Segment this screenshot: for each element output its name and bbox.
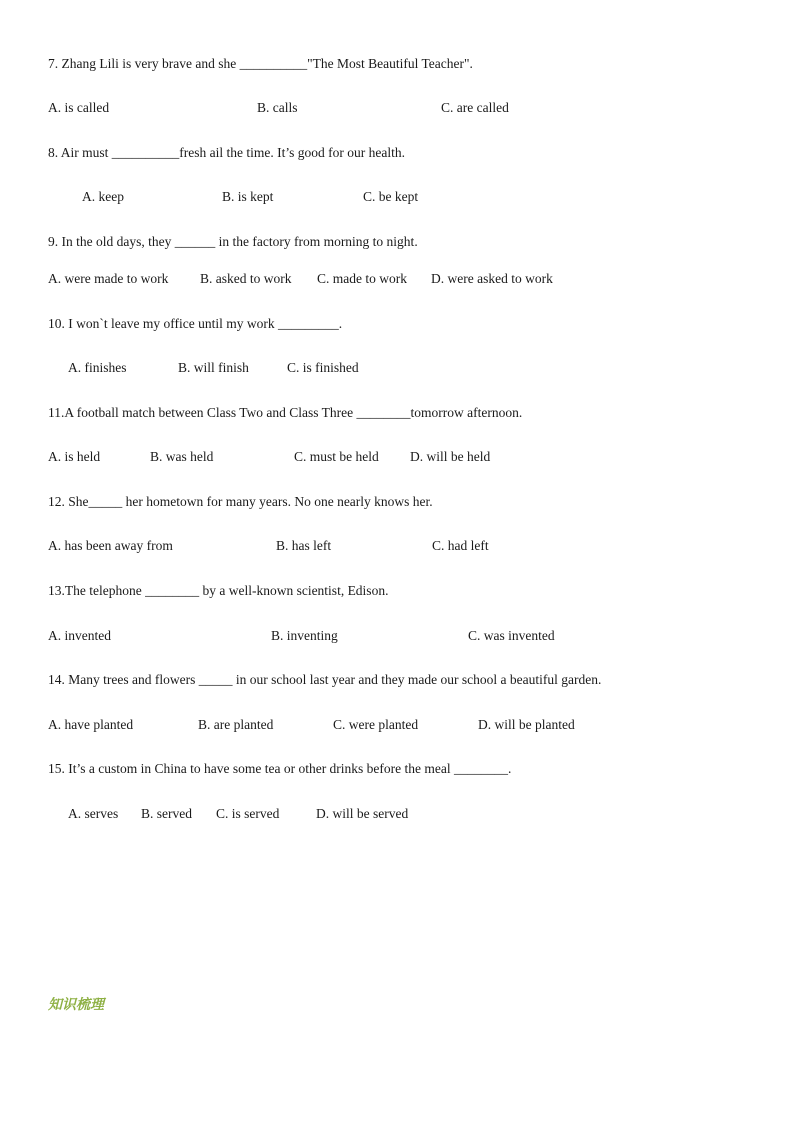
option-b: B. are planted <box>198 717 274 732</box>
option-b: B. will finish <box>178 360 249 375</box>
question-stem: 12. She_____ her hometown for many years. No one nearly knows her. <box>48 494 433 509</box>
option-a: A. serves <box>68 806 119 821</box>
question-stem: 14. Many trees and flowers _____ in our school last year and they made our school a beautiful garden. <box>48 672 602 687</box>
option-b: B. calls <box>257 100 298 115</box>
option-c: C. was invented <box>468 628 555 643</box>
option-a: A. is held <box>48 449 101 464</box>
option-c: C. is finished <box>287 360 359 375</box>
option-b: B. asked to work <box>200 271 292 286</box>
option-c: C. must be held <box>294 449 379 464</box>
option-d: D. were asked to work <box>431 271 553 286</box>
option-d: D. will be served <box>316 806 409 821</box>
option-d: D. will be planted <box>478 717 575 732</box>
question-stem: 8. Air must __________fresh ail the time. It’s good for our health. <box>48 145 405 160</box>
option-b: B. has left <box>276 538 332 553</box>
section-heading: 知识梳理 <box>48 997 104 1013</box>
option-c: C. be kept <box>363 189 419 204</box>
option-b: B. inventing <box>271 628 338 643</box>
option-a: A. have planted <box>48 717 134 732</box>
option-a: A. keep <box>82 189 124 204</box>
question-stem: 7. Zhang Lili is very brave and she __________"The Most Beautiful Teacher". <box>48 56 473 71</box>
option-d: D. will be held <box>410 449 491 464</box>
option-b: B. was held <box>150 449 214 464</box>
option-c: C. are called <box>441 100 509 115</box>
question-stem: 11.A football match between Class Two and Class Three ________tomorrow afternoon. <box>48 405 523 420</box>
option-b: B. is kept <box>222 189 274 204</box>
question-stem: 15. It’s a custom in China to have some tea or other drinks before the meal ________. <box>48 761 512 776</box>
option-c: C. were planted <box>333 717 419 732</box>
option-c: C. had left <box>432 538 489 553</box>
option-a: A. has been away from <box>48 538 173 553</box>
question-stem: 10. I won`t leave my office until my work _________. <box>48 316 343 331</box>
question-stem: 13.The telephone ________ by a well-known scientist, Edison. <box>48 583 389 598</box>
option-c: C. is served <box>216 806 280 821</box>
option-a: A. is called <box>48 100 110 115</box>
option-a: A. were made to work <box>48 271 169 286</box>
option-a: A. finishes <box>68 360 127 375</box>
option-c: C. made to work <box>317 271 407 286</box>
question-stem: 9. In the old days, they ______ in the factory from morning to night. <box>48 234 418 249</box>
option-b: B. served <box>141 806 192 821</box>
option-a: A. invented <box>48 628 111 643</box>
